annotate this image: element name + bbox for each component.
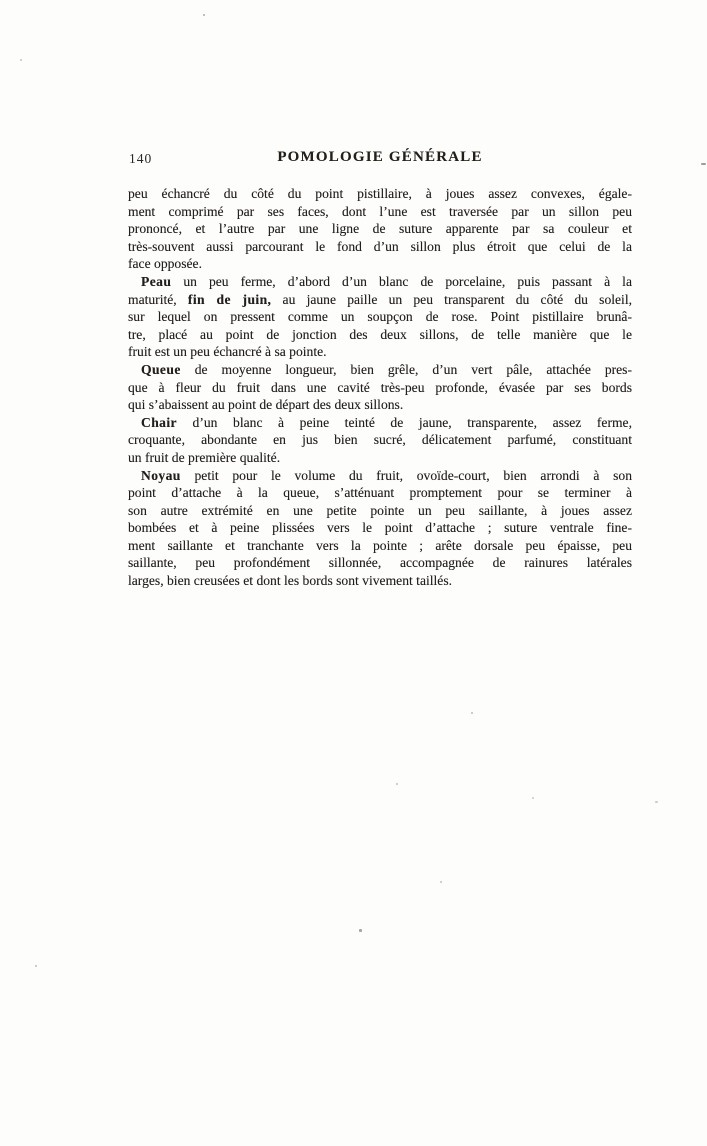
text-line xyxy=(128,238,632,256)
scan-speck xyxy=(20,59,22,61)
text-line xyxy=(128,255,632,273)
scan-speck xyxy=(359,929,362,932)
text-line xyxy=(128,396,632,414)
text-line xyxy=(128,291,632,309)
scan-speck xyxy=(440,881,442,883)
text-segment: croquante, abondante en jus bien sucré, délicatement parfumé, constituant xyxy=(128,432,632,448)
text-segment: petit pour le volume du fruit, ovoïde-court, bien arrondi à son xyxy=(180,467,632,483)
text-segment: qui s’abaissent au point de départ des deux sillons. xyxy=(128,397,404,413)
text-line xyxy=(128,308,632,326)
text-segment: ment comprimé par ses faces, dont l’une est traversée par un sillon peu xyxy=(128,203,632,219)
scan-speck xyxy=(471,712,473,714)
text-line xyxy=(128,484,632,502)
text-line xyxy=(128,414,632,432)
text-segment: peu échancré du côté du point pistillaire, à joues assez convexes, égale- xyxy=(128,186,632,201)
text-line xyxy=(128,467,632,485)
bold-term: Queue xyxy=(141,361,181,377)
text-segment: ment saillante et tranchante vers la pointe ; arête dorsale peu épaisse, peu xyxy=(128,537,632,553)
running-header-title: POMOLOGIE GÉNÉRALE xyxy=(277,149,483,165)
scan-speck xyxy=(203,14,205,16)
scan-speck xyxy=(701,163,706,165)
text-line xyxy=(128,343,632,361)
paragraph-continuation xyxy=(128,185,632,273)
text-line xyxy=(128,572,632,590)
page-number: 140 xyxy=(129,151,153,166)
scan-speck xyxy=(396,783,398,785)
text-block xyxy=(128,185,632,590)
paragraph-peau xyxy=(128,273,632,361)
text-segment: sur lequel on pressent comme un soupçon de rose. Point pistillaire brunâ- xyxy=(128,309,632,325)
text-segment: un peu ferme, d’abord d’un blanc de porcelaine, puis passant à la xyxy=(171,273,632,289)
text-segment: face opposée. xyxy=(128,256,202,272)
text-segment: bombées et à peine plissées vers le point d’attache ; suture ventrale fine- xyxy=(128,520,632,536)
scan-speck xyxy=(35,965,37,967)
text-line xyxy=(128,361,632,379)
text-segment: son autre extrémité en une petite pointe un peu saillante, à joues assez xyxy=(128,502,632,518)
text-segment: au jaune paille un peu transparent du côté du soleil, xyxy=(271,291,633,307)
bold-term: Noyau xyxy=(141,467,181,483)
text-line xyxy=(128,203,632,221)
text-segment: que à fleur du fruit dans une cavité très-peu profonde, évasée par ses bords xyxy=(128,379,632,395)
text-segment: maturité, xyxy=(128,291,188,307)
text-line xyxy=(128,185,632,203)
page-header xyxy=(128,149,632,167)
scan-speck xyxy=(655,801,658,803)
bold-term: Peau xyxy=(141,273,172,289)
text-line xyxy=(128,537,632,555)
text-segment: très-souvent aussi parcourant le fond d’un sillon plus étroit que celui de la xyxy=(128,238,632,254)
text-line xyxy=(128,502,632,520)
text-segment: fruit est un peu échancré à sa pointe. xyxy=(128,344,327,360)
text-segment: de moyenne longueur, bien grêle, d’un vert pâle, attachée pres- xyxy=(180,361,632,377)
text-segment: d’un blanc à peine teinté de jaune, transparente, assez ferme, xyxy=(176,414,632,430)
text-line xyxy=(128,554,632,572)
paragraph-chair xyxy=(128,414,632,467)
text-line xyxy=(128,379,632,397)
text-segment: point d’attache à la queue, s’atténuant promptement pour se terminer à xyxy=(128,485,632,501)
text-segment: un fruit de première qualité. xyxy=(128,449,281,465)
text-segment: prononcé, et l’autre par une ligne de suture apparente par sa couleur et xyxy=(128,221,632,237)
text-segment: tre, placé au point de jonction des deux sillons, de telle manière que le xyxy=(128,326,632,342)
text-line xyxy=(128,273,632,291)
bold-term: Chair xyxy=(141,414,177,430)
bold-term: fin de juin, xyxy=(187,291,272,307)
scan-speck xyxy=(532,797,534,799)
text-line xyxy=(128,220,632,238)
paragraph-queue xyxy=(128,361,632,414)
paragraph-noyau xyxy=(128,467,632,590)
text-segment: saillante, peu profondément sillonnée, accompagnée de rainures latérales xyxy=(128,555,632,571)
text-line xyxy=(128,449,632,467)
text-segment: larges, bien creusées et dont les bords sont vivement taillés. xyxy=(128,573,453,589)
text-line xyxy=(128,326,632,344)
text-line xyxy=(128,431,632,449)
text-line xyxy=(128,519,632,537)
